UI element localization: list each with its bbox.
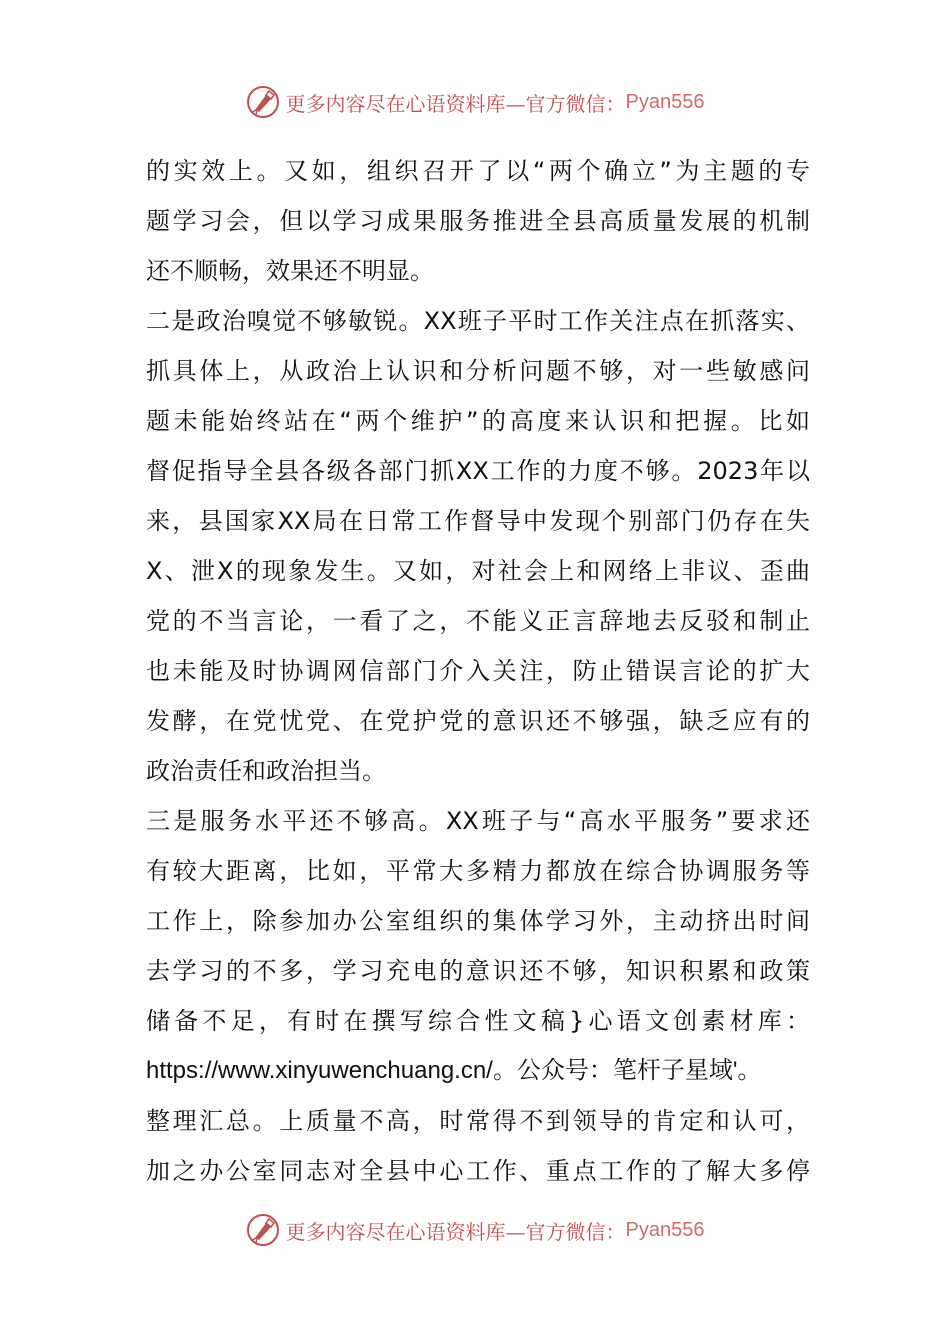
text-line: 加之办公室同志对全县中心工作、重点工作的了解大多停 — [146, 1157, 810, 1185]
text-line: 的实效上。又如，组织召开了以“两个确立”为主题的专 — [146, 157, 810, 185]
footer-banner — [0, 1210, 950, 1250]
banner-text: 更多内容尽在心语资料库—官方微信： — [285, 91, 626, 116]
banner-text: 更多内容尽在心语资料库—官方微信： — [285, 1219, 626, 1244]
text-line: 党的不当言论，一看了之，不能义正言辞地去反驳和制止 — [146, 607, 810, 635]
banner-wechat-id: Pyan556 — [625, 1218, 705, 1241]
text-line: 整理汇总。上质量不高，时常得不到领导的肯定和认可， — [146, 1107, 810, 1135]
text-line: 储备不足，有时在撰写综合性文稿}心语文创素材库： — [146, 1007, 810, 1035]
text-line: 题学习会，但以学习成果服务推进全县高质量发展的机制 — [146, 207, 810, 235]
text-line: 三是服务水平还不够高。XX班子与“高水平服务”要求还 — [146, 807, 810, 835]
text-line-url: https://www.xinyuwenchuang.cn/。公众号：笔杆子星域'。 — [146, 1057, 762, 1084]
text-line: 发酵，在党忧党、在党护党的意识还不够强，缺乏应有的 — [146, 707, 810, 735]
text-line: 还不顺畅，效果还不明显。 — [146, 257, 434, 285]
text-line: 来，县国家XX局在日常工作督导中发现个别部门仍存在失 — [146, 507, 810, 535]
text-line: 有较大距离，比如，平常大多精力都放在综合协调服务等 — [146, 857, 810, 885]
document-body — [146, 146, 810, 1196]
text-line: X、泄X的现象发生。又如，对社会上和网络上非议、歪曲 — [146, 557, 810, 585]
pen-nib-logo-icon — [246, 85, 280, 119]
text-line: 去学习的不多，学习充电的意识还不够，知识积累和政策 — [146, 957, 810, 985]
text-line: 工作上，除参加办公室组织的集体学习外，主动挤出时间 — [146, 907, 810, 935]
header-banner — [0, 82, 950, 122]
text-line: 督促指导全县各级各部门抓XX工作的力度不够。2023年以 — [146, 457, 810, 485]
text-line: 二是政治嗅觉不够敏锐。XX班子平时工作关注点在抓落实、 — [146, 307, 810, 335]
text-line: 政治责任和政治担当。 — [146, 757, 386, 785]
text-line: 抓具体上，从政治上认识和分析问题不够，对一些敏感问 — [146, 357, 810, 385]
pen-nib-logo-icon — [246, 1213, 280, 1247]
banner-wechat-id: Pyan556 — [625, 90, 705, 113]
text-line: 也未能及时协调网信部门介入关注，防止错误言论的扩大 — [146, 657, 810, 685]
text-line: 题未能始终站在“两个维护”的高度来认识和把握。比如 — [146, 407, 810, 435]
